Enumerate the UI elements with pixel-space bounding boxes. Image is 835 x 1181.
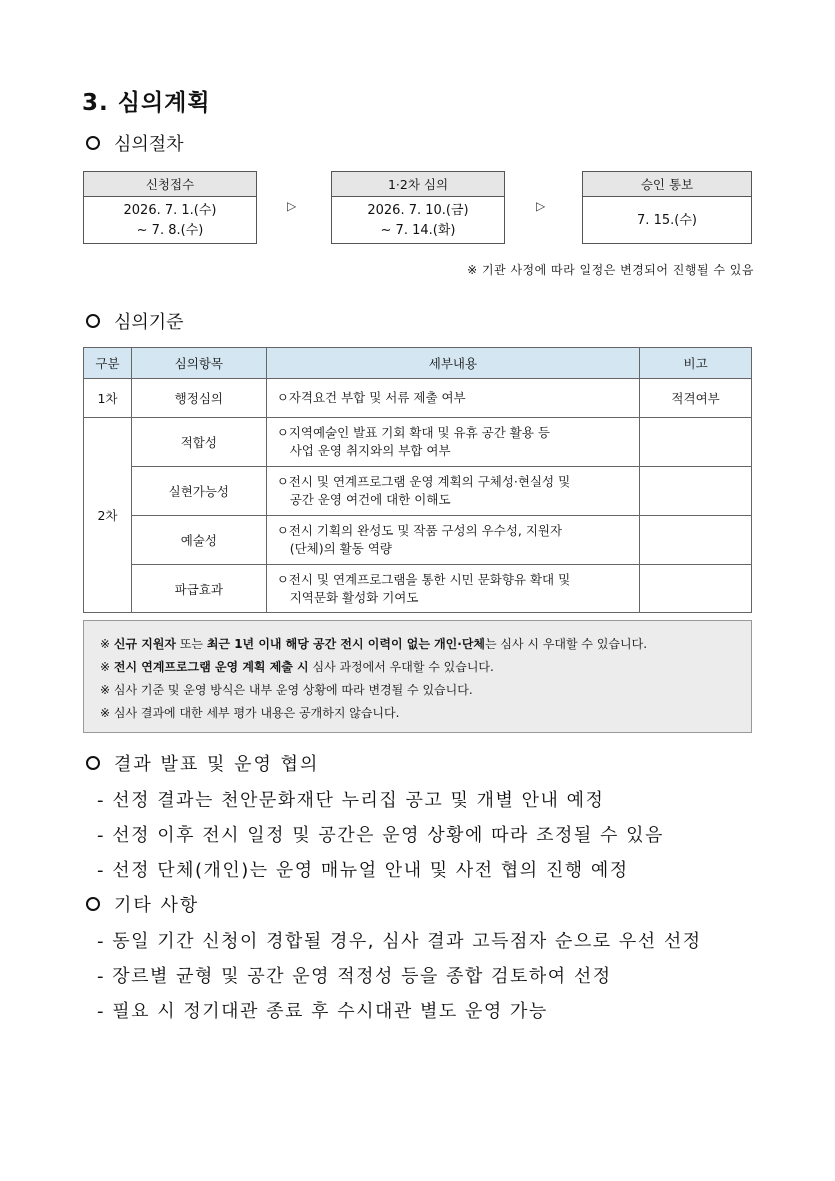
notice-emphasis: 최근 1년 이내 해당 공간 전시 이력이 없는 개인·단체 xyxy=(206,637,486,651)
step-date-start: 2026. 7. 10.(금) xyxy=(367,202,469,218)
etc-item: - 동일 기간 신청이 경합될 경우, 심사 결과 고득점자 순으로 우선 선정 xyxy=(97,931,702,952)
remark-cell xyxy=(640,467,752,516)
table-header-row xyxy=(84,348,752,379)
item-cell: 예술성 xyxy=(131,516,266,565)
results-item: - 선정 이후 전시 일정 및 공간은 운영 상황에 따라 조정될 수 있음 xyxy=(97,825,664,846)
detail-line: ㅇ지역예술인 발표 기회 확대 및 유휴 공간 활용 등 xyxy=(276,425,551,440)
step-title: 신청접수 xyxy=(84,172,256,197)
detail-cell xyxy=(266,516,639,565)
circle-bullet-icon xyxy=(86,136,100,150)
notice-box xyxy=(83,620,752,733)
notice-line: ※ 심사 기준 및 운영 방식은 내부 운영 상황에 따라 변경될 수 있습니다. xyxy=(100,683,473,697)
remark-cell: 적격여부 xyxy=(640,379,752,418)
step-date-end: ~ 7. 14.(화) xyxy=(380,222,456,238)
step-title: 1·2차 심의 xyxy=(332,172,504,197)
etc-item: - 장르별 균형 및 공간 운영 적정성 등을 종합 검토하여 선정 xyxy=(97,966,612,987)
notice-text: 심사 과정에서 우대할 수 있습니다. xyxy=(308,660,494,674)
table-row xyxy=(84,418,752,467)
detail-cell xyxy=(266,467,639,516)
col-header-item: 심의항목 xyxy=(131,348,266,379)
step-date: 7. 15.(수) xyxy=(637,212,697,228)
item-cell: 적합성 xyxy=(131,418,266,467)
table-row xyxy=(84,565,752,613)
col-header-remark: 비고 xyxy=(640,348,752,379)
col-header-detail: 세부내용 xyxy=(266,348,639,379)
results-heading xyxy=(86,750,319,776)
step-date-start: 2026. 7. 1.(수) xyxy=(123,202,217,218)
detail-line: ㅇ전시 및 연계프로그램을 통한 시민 문화향유 확대 및 xyxy=(276,571,571,587)
stage-cell: 2차 xyxy=(84,418,132,613)
remark-cell xyxy=(640,565,752,613)
step-date-end: ~ 7. 8.(수) xyxy=(136,222,204,238)
notice-emphasis: 신규 지원자 xyxy=(113,637,177,651)
detail-line: (단체)의 활동 역량 xyxy=(289,541,392,556)
detail-cell: ㅇ자격요건 부합 및 서류 제출 여부 xyxy=(266,379,639,418)
table-row xyxy=(84,516,752,565)
detail-line: ㅇ전시 기획의 완성도 및 작품 구성의 우수성, 지원자 xyxy=(276,523,563,538)
step-title: 승인 통보 xyxy=(583,172,751,197)
criteria-table xyxy=(83,347,752,613)
detail-line: 지역문화 활성화 기여도 xyxy=(289,589,419,605)
notice-mark: ※ xyxy=(100,637,114,651)
circle-bullet-icon xyxy=(86,897,100,911)
remark-cell xyxy=(640,516,752,565)
criteria-heading xyxy=(86,308,184,334)
detail-cell xyxy=(266,418,639,467)
arrow-right-icon: ▷ xyxy=(287,199,297,213)
notice-text: 는 심사 시 우대할 수 있습니다. xyxy=(485,637,648,651)
etc-heading-label: 기타 사항 xyxy=(114,895,200,916)
item-cell: 실현가능성 xyxy=(131,467,266,516)
item-cell: 행정심의 xyxy=(131,379,266,418)
results-item: - 선정 단체(개인)는 운영 매뉴얼 안내 및 사전 협의 진행 예정 xyxy=(97,860,629,881)
procedure-step-apply xyxy=(83,171,257,244)
procedure-heading-label: 심의절차 xyxy=(114,134,184,155)
procedure-step-review xyxy=(331,171,505,244)
detail-line: ㅇ전시 및 연계프로그램 운영 계획의 구체성·현실성 및 xyxy=(276,474,571,489)
stage-cell: 1차 xyxy=(84,379,132,418)
table-row xyxy=(84,467,752,516)
procedure-step-notify xyxy=(582,171,752,244)
detail-line: 공간 운영 여건에 대한 이해도 xyxy=(289,492,451,507)
remark-cell xyxy=(640,418,752,467)
table-row xyxy=(84,379,752,418)
arrow-right-icon: ▷ xyxy=(536,199,546,213)
circle-bullet-icon xyxy=(86,314,100,328)
procedure-heading xyxy=(86,130,184,156)
schedule-note: ※ 기관 사정에 따라 일정은 변경되어 진행될 수 있음 xyxy=(467,263,754,277)
detail-line: 사업 운영 취지와의 부합 여부 xyxy=(289,443,451,458)
notice-mark: ※ xyxy=(100,660,114,674)
notice-line xyxy=(100,656,751,679)
results-heading-label: 결과 발표 및 운영 협의 xyxy=(114,754,320,775)
item-cell: 파급효과 xyxy=(131,565,266,613)
detail-cell xyxy=(266,565,639,613)
notice-text: 또는 xyxy=(176,637,207,651)
results-item: - 선정 결과는 천안문화재단 누리집 공고 및 개별 안내 예정 xyxy=(97,790,605,811)
etc-item: - 필요 시 정기대관 종료 후 수시대관 별도 운영 가능 xyxy=(97,1001,548,1022)
notice-line xyxy=(100,633,751,656)
notice-emphasis: 전시 연계프로그램 운영 계획 제출 시 xyxy=(113,660,309,674)
section-title: 3. 심의계획 xyxy=(82,90,211,116)
criteria-heading-label: 심의기준 xyxy=(114,312,184,333)
notice-line: ※ 심사 결과에 대한 세부 평가 내용은 공개하지 않습니다. xyxy=(100,706,400,720)
circle-bullet-icon xyxy=(86,756,100,770)
etc-heading xyxy=(86,891,199,917)
col-header-stage: 구분 xyxy=(84,348,132,379)
